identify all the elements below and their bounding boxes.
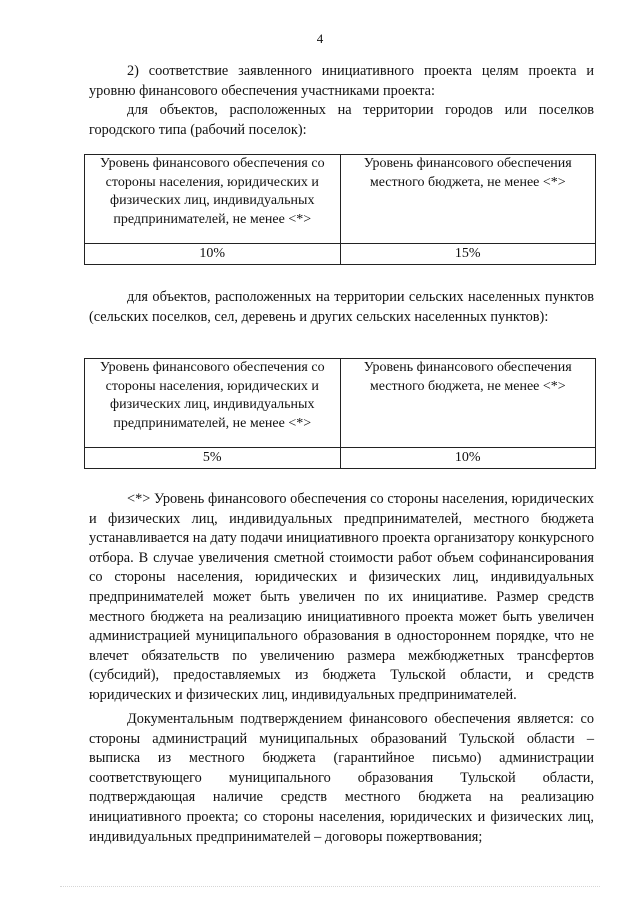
criterion-2-paragraph: 2) соответствие заявленного инициативного проекта целям проекта и уровню финансового обеспечения участниками проекта: <box>89 63 594 99</box>
page-number: 4 <box>316 31 324 46</box>
value-population-share: 5% <box>85 448 341 469</box>
confirmation-paragraph: Документальным подтверждением финансового обеспечения является: со стороны администраций муниципальных образований Тульской области – выписка из местного бюджета (гарантийное письмо) администрации соответствующего муниципального образования Тульской области, подтверждающая наличие средств местного бюджета на реализацию инициативного проекта; со стороны населения, юридических и физических лиц, индивидуальных предпринимателей – договоры пожертвования; <box>89 711 594 845</box>
header-population-share: Уровень финансового обеспечения со стороны населения, юридических и физических лиц, индивидуальных предпринимателей, не менее <*> <box>85 359 341 448</box>
header-local-budget-share: Уровень финансового обеспечения местного бюджета, не менее <*> <box>340 359 596 448</box>
header-population-share: Уровень финансового обеспечения со стороны населения, юридических и физических лиц, индивидуальных предпринимателей, не менее <*> <box>85 155 341 244</box>
urban-objects-paragraph: для объектов, расположенных на территории городов или поселков городского типа (рабочий поселок): <box>89 102 594 138</box>
table-row <box>85 448 596 469</box>
rural-funding-table <box>84 358 596 469</box>
table-header-row <box>85 359 596 448</box>
value-local-budget-share: 15% <box>340 244 596 265</box>
value-local-budget-share: 10% <box>340 448 596 469</box>
header-local-budget-share: Уровень финансового обеспечения местного бюджета, не менее <*> <box>340 155 596 244</box>
table-header-row <box>85 155 596 244</box>
table-row <box>85 244 596 265</box>
footnote-paragraph: <*> Уровень финансового обеспечения со стороны населения, юридических и физических лиц, индивидуальных предпринимателей, местного бюджета устанавливается на дату подачи инициативного проекта организатору конкурсного отбора. В случае увеличения сметной стоимости работ объем софинансирования со стороны населения, юридических и физических лиц, индивидуальных предпринимателей может быть увеличен по их инициативе. Размер средств местного бюджета на реализацию инициативного проекта может быть увеличен администрацией муниципального образования в одностороннем порядке, что не влечет обязательств по увеличению размера межбюджетных трансфертов (субсидий), предоставляемых из бюджета Тульской области, и средств юридических и физических лиц, индивидуальных предпринимателей. <box>89 491 594 703</box>
rural-objects-paragraph: для объектов, расположенных на территории сельских населенных пунктов (сельских поселков, сел, деревень и других сельских населенных пунктов): <box>89 289 594 325</box>
scan-artifact-line <box>60 886 600 889</box>
value-population-share: 10% <box>85 244 341 265</box>
urban-funding-table <box>84 154 596 265</box>
